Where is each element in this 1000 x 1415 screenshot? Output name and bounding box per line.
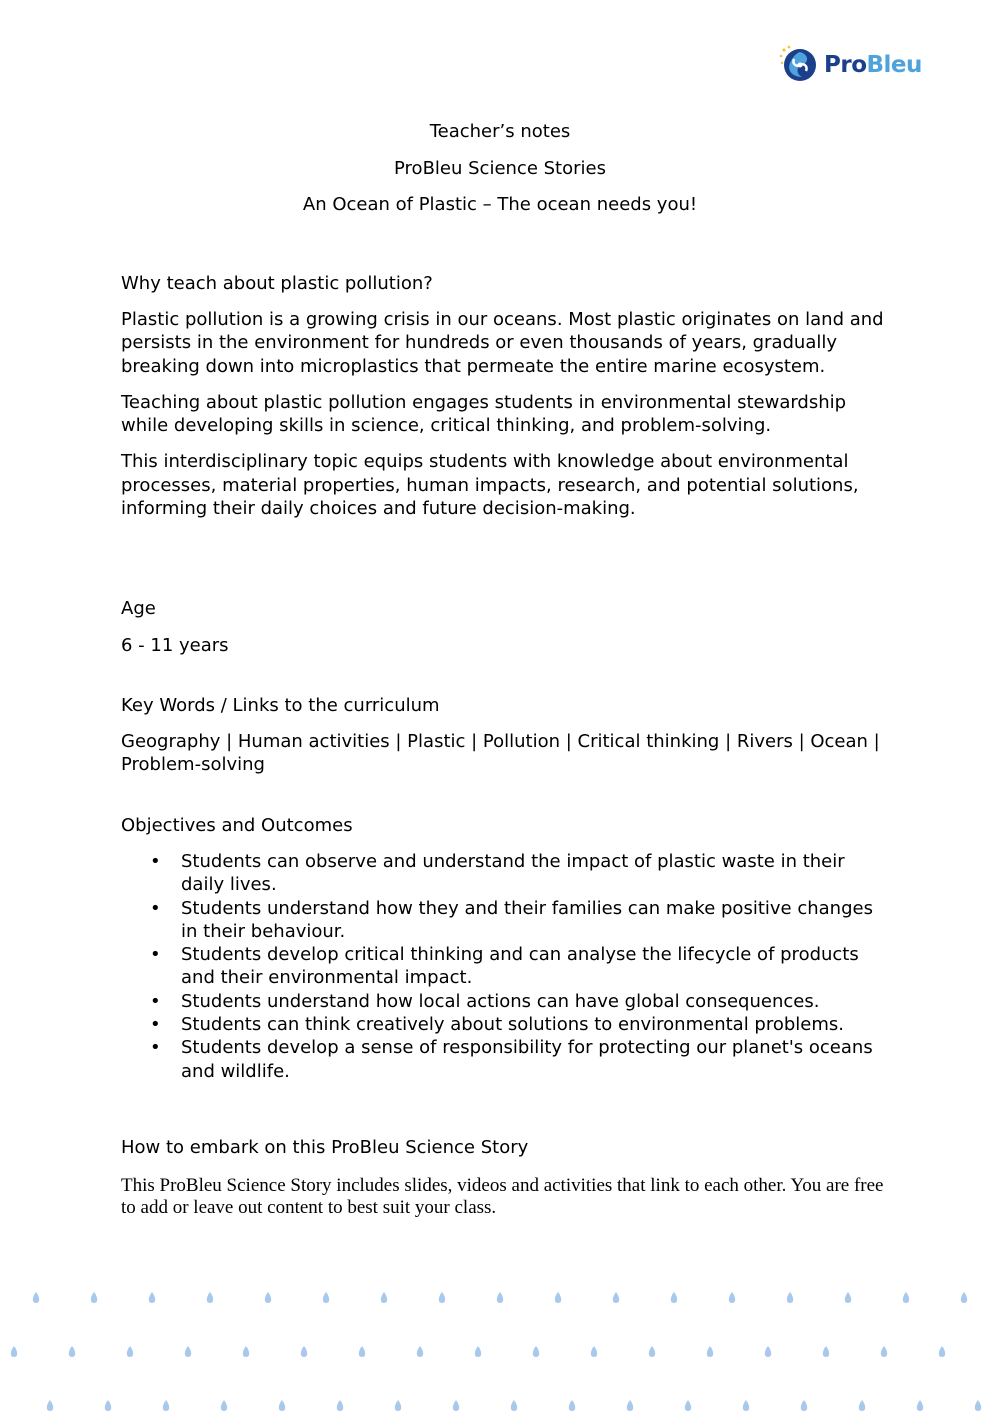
droplet-icon (381, 1292, 387, 1303)
droplet-icon (591, 1346, 597, 1357)
why-paragraph-1: Plastic pollution is a growing crisis in our oceans. Most plastic originates on land and persists in the environment for hundreds or even thousands of years, gradually breaking down into microplastics that permeate the entire marine ecosystem. (121, 309, 884, 377)
age-value: 6 - 11 years (121, 635, 229, 656)
why-heading: Why teach about plastic pollution? (121, 273, 433, 294)
document-header (0, 119, 1000, 229)
droplet-icon (149, 1292, 155, 1303)
droplet-icon (47, 1400, 53, 1411)
droplet-icon (243, 1346, 249, 1357)
droplet-icon (497, 1292, 503, 1303)
droplet-icon (729, 1292, 735, 1303)
section-objectives (121, 813, 891, 1083)
droplet-icon (671, 1292, 677, 1303)
droplet-icon (105, 1400, 111, 1411)
droplet-icon (337, 1400, 343, 1411)
water-droplet-pattern-icon (0, 1280, 1000, 1415)
droplet-icon (765, 1346, 771, 1357)
droplet-icon (359, 1346, 365, 1357)
probleu-swirl-logo-icon (778, 44, 820, 86)
droplet-icon (859, 1400, 865, 1411)
droplet-icon (207, 1292, 213, 1303)
droplet-icon (475, 1346, 481, 1357)
why-paragraph-2: Teaching about plastic pollution engages students in environmental stewardship while developing skills in science, critical thinking, and problem-solving. (121, 391, 847, 437)
droplet-icon (439, 1292, 445, 1303)
droplet-icon (265, 1292, 271, 1303)
objectives-list (121, 850, 891, 1083)
age-heading: Age (121, 598, 156, 619)
droplet-icon (649, 1346, 655, 1357)
droplet-icon (11, 1346, 17, 1357)
droplet-icon (33, 1292, 39, 1303)
header-line-teachers-notes: Teacher’s notes (429, 121, 571, 142)
logo-wordmark-bleu: Bleu (866, 52, 922, 78)
list-item: • Students understand how they and their families can make positive changes in their behaviour. (121, 897, 891, 944)
keywords-text: Geography | Human activities | Plastic | Pollution | Critical thinking | Rivers | Ocean | Problem-solving (121, 731, 880, 776)
list-item: • Students develop critical thinking and can analyse the lifecycle of products and their environmental impact. (121, 943, 891, 990)
droplet-icon (845, 1292, 851, 1303)
section-embark (121, 1135, 891, 1218)
droplet-icon (707, 1346, 713, 1357)
droplet-icon (279, 1400, 285, 1411)
droplet-icon (127, 1346, 133, 1357)
section-keywords (121, 693, 891, 777)
list-item: • Students understand how local actions can have global consequences. (121, 990, 891, 1013)
keywords-heading: Key Words / Links to the curriculum (121, 695, 440, 716)
droplet-icon (917, 1400, 923, 1411)
droplet-icon (743, 1400, 749, 1411)
droplet-icon (613, 1292, 619, 1303)
droplet-icon (163, 1400, 169, 1411)
droplet-icon (787, 1292, 793, 1303)
droplet-icon (939, 1346, 945, 1357)
droplet-icon (185, 1346, 191, 1357)
droplet-icon (569, 1400, 575, 1411)
droplet-icon (627, 1400, 633, 1411)
logo-wordmark-pro: Pro (824, 52, 867, 78)
list-item: • Students can think creatively about solutions to environmental problems. (121, 1013, 891, 1036)
droplet-icon (961, 1292, 967, 1303)
logo-wordmark (824, 52, 922, 78)
why-paragraph-3: This interdisciplinary topic equips students with knowledge about environmental processes, material properties, human impacts, research, and potential solutions, informing their daily choices and future decision-making. (121, 451, 859, 520)
objectives-heading: Objectives and Outcomes (121, 815, 353, 836)
droplet-icon (975, 1400, 981, 1411)
droplet-icon (903, 1292, 909, 1303)
droplet-icon (417, 1346, 423, 1357)
droplet-icon (69, 1346, 75, 1357)
droplet-icon (323, 1292, 329, 1303)
droplet-icon (823, 1346, 829, 1357)
header-line-title: An Ocean of Plastic – The ocean needs you! (302, 194, 698, 215)
header-line-series: ProBleu Science Stories (394, 157, 606, 179)
droplet-icon (801, 1400, 807, 1411)
list-item: • Students develop a sense of responsibility for protecting our planet's oceans and wildlife. (121, 1036, 891, 1083)
droplet-icon (91, 1292, 97, 1303)
droplet-icon (685, 1400, 691, 1411)
section-age (121, 596, 891, 659)
embark-heading: How to embark on this ProBleu Science Story (121, 1137, 529, 1158)
embark-text: This ProBleu Science Story includes slides, videos and activities that link to each other. You are free to add or leave out content to best suit your class. (121, 1175, 884, 1218)
droplet-icon (395, 1400, 401, 1411)
droplet-icon (881, 1346, 887, 1357)
droplet-icon (511, 1400, 517, 1411)
droplet-icon (555, 1292, 561, 1303)
probleu-logo (778, 44, 922, 86)
list-item: • Students can observe and understand the impact of plastic waste in their daily lives. (121, 850, 891, 897)
droplet-icon (221, 1400, 227, 1411)
section-why (121, 271, 891, 520)
droplet-icon (301, 1346, 307, 1357)
droplet-icon (453, 1400, 459, 1411)
droplet-icon (533, 1346, 539, 1357)
